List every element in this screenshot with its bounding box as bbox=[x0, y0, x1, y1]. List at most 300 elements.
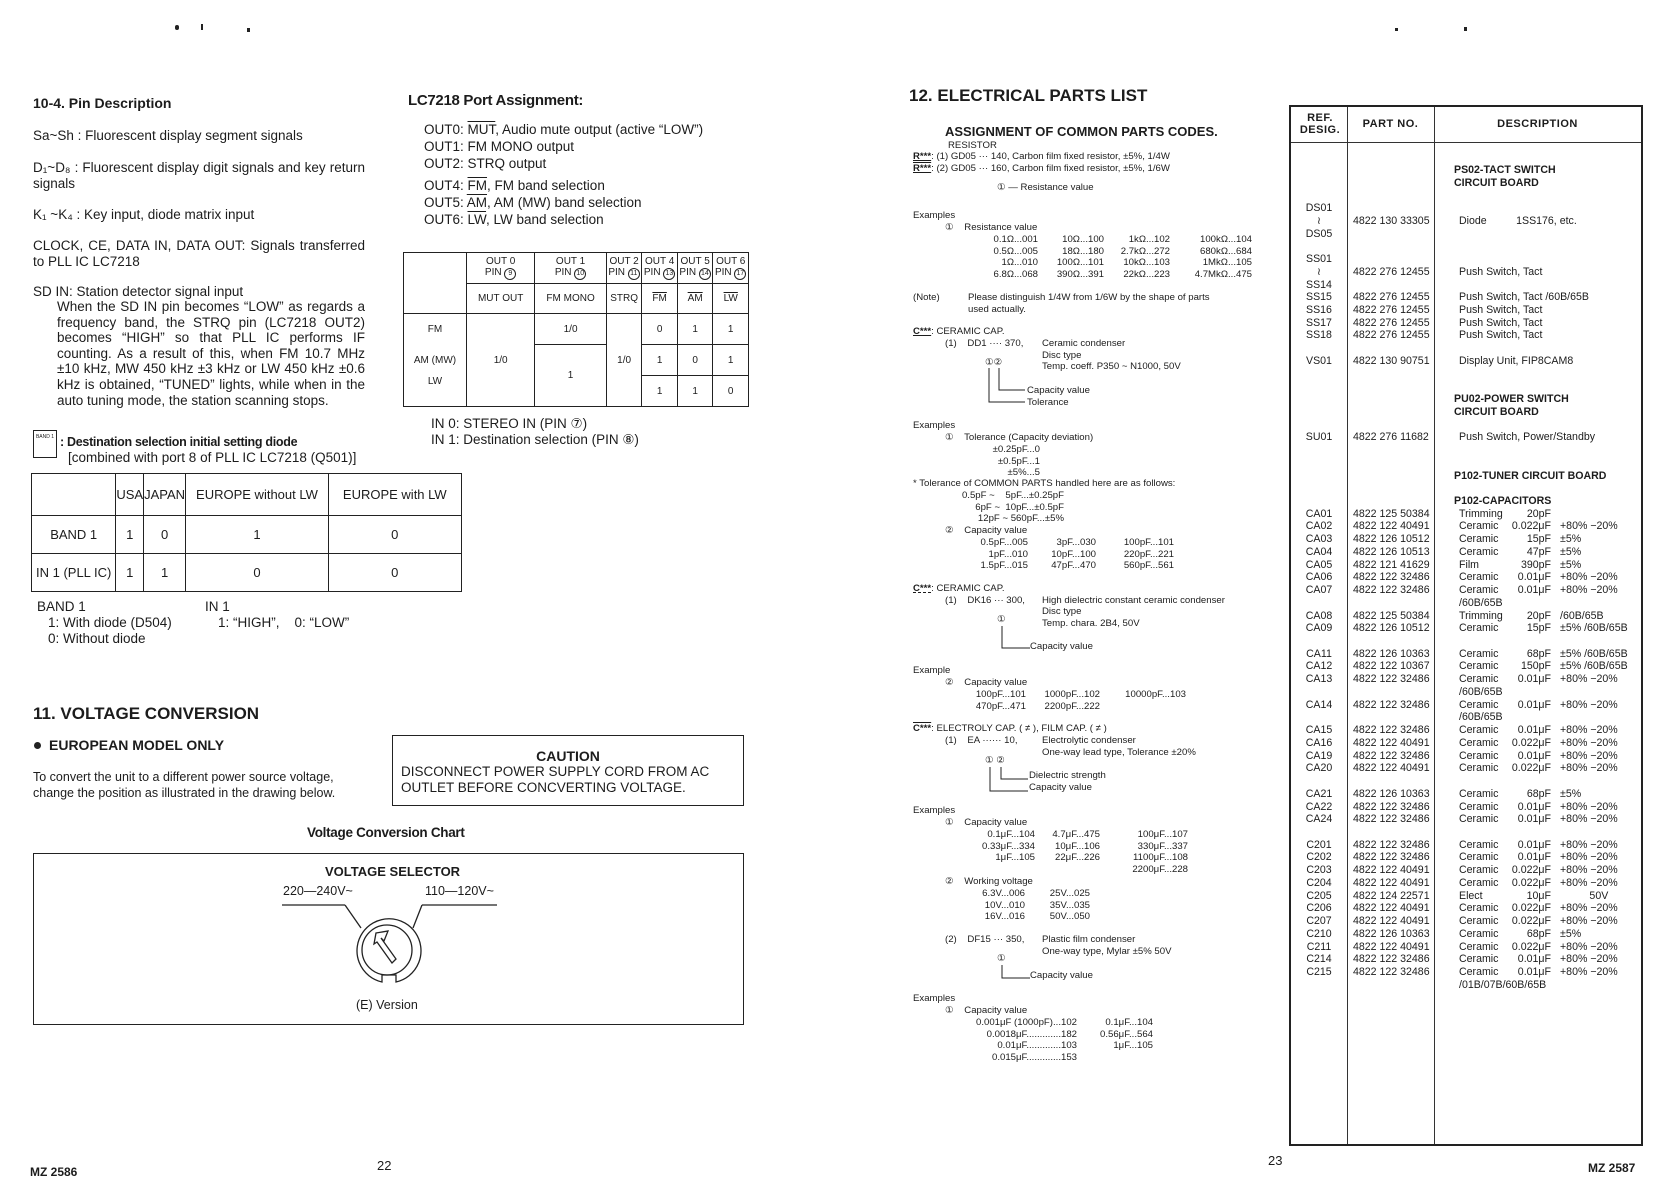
parts-row bbox=[1291, 660, 1641, 673]
ref-desig: CA05 bbox=[1305, 558, 1333, 571]
parts-row bbox=[1291, 966, 1641, 979]
ref-desig: DS05 bbox=[1305, 227, 1333, 240]
ref-desig: CA08 bbox=[1305, 609, 1333, 622]
code-value: 0.0018μF.............182 bbox=[986, 1028, 1077, 1040]
code-value: 0.33μF...334 bbox=[982, 840, 1035, 852]
part-description: Ceramic bbox=[1459, 940, 1499, 953]
part-number: 4822 126 10363 bbox=[1353, 647, 1430, 660]
note-text: Please distinguish 1/4W from 1/6W by the shape of parts bbox=[968, 292, 1210, 303]
part-number: 4822 276 12455 bbox=[1353, 329, 1430, 342]
part-description: Push Switch, Tact bbox=[1459, 304, 1543, 317]
scan-mark bbox=[175, 25, 179, 30]
part-description: Ceramic bbox=[1459, 915, 1499, 928]
column-header: USA bbox=[116, 474, 144, 516]
code-value: 10kΩ...103 bbox=[1123, 257, 1170, 268]
in0-note: IN 0: STEREO IN (PIN ⑦) bbox=[431, 416, 588, 431]
ceramic-code-line: (1) DD1 ···· 370, bbox=[945, 338, 1024, 349]
working-voltage-heading: ② Working voltage bbox=[945, 876, 1033, 887]
parts-row bbox=[1291, 890, 1641, 903]
ceramic-desc: Disc type bbox=[1042, 350, 1082, 361]
parts-row bbox=[1291, 801, 1641, 814]
part-description: /60B/65B bbox=[1459, 711, 1503, 724]
code-value: 0.5Ω...005 bbox=[993, 245, 1038, 257]
ceramic-cap-heading: C***: CERAMIC CAP. bbox=[913, 583, 1005, 594]
code-value: 100kΩ...104 bbox=[1200, 234, 1252, 245]
section-heading: P102-TUNER CIRCUIT BOARD bbox=[1454, 469, 1607, 482]
code-value: 12pF ~ 560pF...±5% bbox=[977, 513, 1064, 524]
ref-desig: ≀ bbox=[1317, 214, 1321, 227]
part-number: 4822 126 10512 bbox=[1353, 533, 1430, 546]
code-value: 47pF...470 bbox=[1051, 560, 1096, 571]
parts-row bbox=[1291, 584, 1641, 597]
part-description: Ceramic bbox=[1459, 673, 1499, 686]
cell: 1 bbox=[642, 345, 678, 376]
code-value: 0.5pF ~ 5pF...±0.25pF bbox=[961, 490, 1064, 501]
ref-desig: CA03 bbox=[1305, 533, 1333, 546]
tolerance-values bbox=[960, 444, 1040, 479]
examples-label: Example bbox=[913, 665, 951, 676]
cell: 1 bbox=[144, 554, 186, 592]
part-tolerance: +80% −20% bbox=[1560, 851, 1618, 864]
part-value: 0.022μF bbox=[1511, 940, 1551, 953]
ref-desig: CA16 bbox=[1305, 736, 1333, 749]
part-tolerance: +80% −20% bbox=[1560, 965, 1618, 978]
part-value: 0.01μF bbox=[1517, 724, 1551, 737]
code-value: 0.1Ω...001 bbox=[993, 234, 1038, 245]
scan-mark bbox=[201, 24, 203, 30]
band-label: FM bbox=[404, 314, 467, 345]
cell: 1 bbox=[116, 554, 144, 592]
bracket-lines bbox=[1000, 626, 1030, 650]
scan-mark bbox=[247, 28, 250, 32]
ceramic-cap-heading: C***: CERAMIC CAP. bbox=[913, 326, 1005, 337]
part-tolerance: +80% −20% bbox=[1560, 876, 1618, 889]
part-tolerance: 50V bbox=[1560, 889, 1609, 902]
code-value: 1kΩ...102 bbox=[1128, 234, 1170, 245]
parts-row bbox=[1291, 508, 1641, 521]
ref-desig: DS01 bbox=[1305, 202, 1333, 215]
ref-desig: CA04 bbox=[1305, 545, 1333, 558]
parts-list-title: 12. ELECTRICAL PARTS LIST bbox=[909, 86, 1148, 105]
band-label: AM (MW) bbox=[404, 345, 467, 376]
part-number: 4822 126 10513 bbox=[1353, 545, 1430, 558]
parts-row bbox=[1291, 979, 1641, 992]
description-header: DESCRIPTION bbox=[1497, 118, 1578, 130]
code-value: 0.015μF.............153 bbox=[992, 1051, 1077, 1063]
ref-desig: CA20 bbox=[1305, 762, 1333, 775]
parts-row bbox=[1291, 520, 1641, 533]
part-tolerance: ±5% /60B/65B bbox=[1560, 660, 1628, 673]
signal-header: FM MONO bbox=[535, 284, 607, 314]
cell: 0 bbox=[328, 554, 461, 592]
part-value: 0.01μF bbox=[1517, 965, 1551, 978]
section-heading-row bbox=[1291, 495, 1641, 508]
code-value: 1100μF...108 bbox=[1133, 852, 1188, 863]
code-value: 470pF...471 bbox=[975, 700, 1026, 712]
part-description: Ceramic bbox=[1459, 800, 1499, 813]
section-heading-row bbox=[1291, 164, 1641, 177]
ref-desig: CA15 bbox=[1305, 724, 1333, 737]
parts-row bbox=[1291, 317, 1641, 330]
parts-row bbox=[1291, 546, 1641, 559]
part-number: 4822 122 40491 bbox=[1353, 864, 1430, 877]
electrolytic-cap-heading: C***: ELECTROLY CAP. ( ≠ ), FILM CAP. ( ≠ ) bbox=[913, 723, 1107, 734]
part-number: 4822 276 12455 bbox=[1353, 316, 1430, 329]
examples-label: Examples bbox=[913, 420, 956, 431]
footer-model-right: MZ 2587 bbox=[1588, 1161, 1636, 1175]
part-tolerance: +80% −20% bbox=[1560, 698, 1618, 711]
part-value: 68pF bbox=[1526, 927, 1551, 940]
part-value: 0.01μF bbox=[1517, 851, 1551, 864]
code-value: 16V...016 bbox=[984, 911, 1025, 922]
bullet-icon bbox=[34, 742, 41, 749]
voltage-label-220: 220—240V~ bbox=[283, 884, 353, 898]
part-value: 390pF bbox=[1520, 558, 1551, 571]
part-description: Ceramic bbox=[1459, 622, 1499, 635]
part-value: 0.022μF bbox=[1511, 762, 1551, 775]
cell: 1 bbox=[713, 314, 749, 345]
capacity-value-label: Capacity value bbox=[1030, 970, 1093, 981]
footer-model-left: MZ 2586 bbox=[30, 1165, 78, 1179]
parts-row bbox=[1291, 622, 1641, 635]
part-description: Ceramic bbox=[1459, 851, 1499, 864]
parts-row bbox=[1291, 762, 1641, 775]
part-value: 0.01μF bbox=[1517, 584, 1551, 597]
dielectric-label: Dielectric strength bbox=[1029, 770, 1106, 781]
signal-header: MUT OUT bbox=[467, 284, 535, 314]
code-value: 0.001μF (1000pF)...102 bbox=[976, 1017, 1077, 1028]
part-description: Push Switch, Tact bbox=[1459, 265, 1543, 278]
capacity-values bbox=[960, 689, 1186, 712]
section-heading-row bbox=[1291, 406, 1641, 419]
part-number: 4822 125 50384 bbox=[1353, 609, 1430, 622]
part-description: Film bbox=[1459, 558, 1480, 571]
capacity-values bbox=[960, 537, 1174, 572]
code-value: 0.1μF...104 bbox=[1105, 1017, 1153, 1028]
ceramic-desc: Ceramic condenser bbox=[1042, 338, 1126, 349]
part-no-header: PART NO. bbox=[1362, 118, 1419, 130]
section-heading: CIRCUIT BOARD bbox=[1454, 405, 1539, 418]
code-value: 1μF...105 bbox=[1113, 1040, 1153, 1051]
parts-row bbox=[1291, 864, 1641, 877]
voltage-instructions: To convert the unit to a different power source voltage, change the position as illustrated in the drawing below. bbox=[33, 770, 336, 800]
port-line: OUT6: $\overline{LW}$, LW band selection bbox=[424, 212, 604, 227]
codes-title: ASSIGNMENT OF COMMON PARTS CODES. bbox=[945, 124, 1218, 139]
part-number: 4822 122 40491 bbox=[1353, 520, 1430, 533]
part-description: Ceramic bbox=[1459, 953, 1499, 966]
part-description: Ceramic bbox=[1459, 571, 1499, 584]
part-number: 4822 122 32486 bbox=[1353, 673, 1430, 686]
pin-item: K₁ ~K₄ : Key input, diode matrix input bbox=[33, 207, 255, 222]
part-number: 4822 126 10363 bbox=[1353, 787, 1430, 800]
band-note-title: BAND 1 bbox=[37, 599, 86, 614]
bracket-lines bbox=[1000, 965, 1030, 981]
cell: 1 bbox=[677, 376, 713, 407]
ref-desig: C207 bbox=[1306, 915, 1332, 928]
part-description: Trimming bbox=[1459, 507, 1503, 520]
field-markers: ① bbox=[997, 614, 1006, 625]
part-value: 0.022μF bbox=[1511, 902, 1551, 915]
ref-desig: C215 bbox=[1306, 965, 1332, 978]
part-value: 0.01μF bbox=[1517, 749, 1551, 762]
parts-row bbox=[1291, 457, 1641, 470]
parts-row bbox=[1291, 851, 1641, 864]
part-tolerance: +80% −20% bbox=[1560, 813, 1618, 826]
pin-item: Sa~Sh : Fluorescent display segment signals bbox=[33, 128, 303, 143]
part-description: Push Switch, Power/Standby bbox=[1459, 431, 1596, 444]
parts-row bbox=[1291, 329, 1641, 342]
destination-subtitle: [combined with port 8 of PLL IC LC7218 (Q501)] bbox=[68, 450, 357, 465]
port-line: OUT5: $\overline{AM}$, AM (MW) band selection bbox=[424, 195, 642, 210]
parts-row bbox=[1291, 775, 1641, 788]
code-value: 100pF...101 bbox=[1123, 537, 1174, 548]
code-value: 100μF...107 bbox=[1137, 829, 1188, 840]
part-number: 4822 122 32486 bbox=[1353, 838, 1430, 851]
band-note: 1: With diode (D504) bbox=[48, 615, 172, 630]
part-description: Ceramic bbox=[1459, 724, 1499, 737]
mono-other-value: 1 bbox=[535, 345, 607, 407]
ceramic-desc: Disc type bbox=[1042, 606, 1082, 617]
band-label: LW bbox=[404, 376, 467, 407]
ref-desig: ≀ bbox=[1317, 265, 1321, 278]
ref-desig: C203 bbox=[1306, 864, 1332, 877]
part-tolerance: +80% −20% bbox=[1560, 762, 1618, 775]
code-value bbox=[960, 864, 1035, 876]
part-description: Ceramic bbox=[1459, 584, 1499, 597]
examples-label: Examples bbox=[913, 993, 956, 1004]
film-desc: One-way type, Mylar ±5% 50V bbox=[1042, 946, 1172, 957]
part-number: 4822 130 90751 bbox=[1353, 354, 1430, 367]
pin-item: D₁~D₈ : Fluorescent display digit signals and key return signals bbox=[33, 160, 365, 191]
ceramic-code-line: (1) DK16 ··· 300, bbox=[945, 595, 1025, 606]
page-number-right: 23 bbox=[1268, 1153, 1283, 1168]
port-line: OUT0: $\overline{MUT}$, Audio mute output (active “LOW”) bbox=[424, 122, 704, 137]
note-label: (Note) bbox=[913, 292, 940, 303]
code-value bbox=[1035, 864, 1100, 876]
parts-row bbox=[1291, 610, 1641, 623]
part-number: 4822 126 10363 bbox=[1353, 927, 1430, 940]
destination-table bbox=[31, 473, 462, 592]
parts-row bbox=[1291, 902, 1641, 915]
cell: 0 bbox=[677, 345, 713, 376]
resistor-legend: ① — Resistance value bbox=[997, 182, 1094, 193]
part-tolerance: ±5% bbox=[1560, 545, 1582, 558]
parts-row bbox=[1291, 253, 1641, 266]
part-description: Ceramic bbox=[1459, 965, 1499, 978]
section-heading-row bbox=[1291, 470, 1641, 483]
part-tolerance: ±5% /60B/65B bbox=[1560, 622, 1628, 635]
cell: 1 bbox=[186, 516, 329, 554]
parts-row bbox=[1291, 571, 1641, 584]
part-number: 4822 122 32486 bbox=[1353, 965, 1430, 978]
part-tolerance: +80% −20% bbox=[1560, 838, 1618, 851]
european-model-label: EUROPEAN MODEL ONLY bbox=[49, 737, 225, 753]
tolerance-label: Tolerance bbox=[1027, 397, 1069, 408]
part-value: 10μF bbox=[1526, 889, 1551, 902]
code-value: 390Ω...391 bbox=[1056, 268, 1104, 280]
part-description: Elect bbox=[1459, 889, 1483, 902]
part-value: 0.022μF bbox=[1511, 864, 1551, 877]
bracket-lines bbox=[988, 767, 1028, 793]
part-tolerance: +80% −20% bbox=[1560, 520, 1618, 533]
part-number: 4822 276 12455 bbox=[1353, 291, 1430, 304]
capacity-values bbox=[960, 1017, 1153, 1063]
part-tolerance: +80% −20% bbox=[1560, 736, 1618, 749]
code-value: 10000pF...103 bbox=[1125, 689, 1186, 700]
parts-row bbox=[1291, 266, 1641, 279]
part-tolerance: /60B/65B bbox=[1560, 609, 1604, 622]
voltage-label-110: 110—120V~ bbox=[425, 884, 494, 898]
part-value: 15pF bbox=[1526, 622, 1551, 635]
ref-desig: CA09 bbox=[1305, 622, 1333, 635]
code-value: 0.01μF.............103 bbox=[997, 1040, 1077, 1051]
code-value: 10Ω...100 bbox=[1062, 234, 1104, 245]
ref-desig: C205 bbox=[1306, 889, 1332, 902]
ref-desig: SS15 bbox=[1306, 291, 1332, 304]
section-heading: PS02-TACT SWITCH bbox=[1454, 164, 1556, 176]
resistor-code: R*** bbox=[913, 151, 932, 162]
parts-row bbox=[1291, 737, 1641, 750]
part-number: 4822 122 32486 bbox=[1353, 749, 1430, 762]
resistance-values bbox=[960, 234, 1252, 280]
parts-row bbox=[1291, 699, 1641, 712]
code-value: 35V...035 bbox=[1049, 899, 1090, 911]
code-value: 6.3V...006 bbox=[982, 888, 1025, 899]
pin-header: OUT 6 PIN 17 bbox=[713, 253, 749, 284]
pin-item: CLOCK, CE, DATA IN, DATA OUT: Signals transferred to PLL IC LC7218 bbox=[33, 238, 365, 269]
code-value: 4.7μF...475 bbox=[1052, 829, 1100, 840]
parts-row bbox=[1291, 648, 1641, 661]
caution-title: CAUTION bbox=[536, 748, 600, 764]
tolerance-note: * Tolerance of COMMON PARTS handled here are as follows: bbox=[913, 478, 1176, 489]
voltage-values bbox=[960, 888, 1090, 923]
code-value: 100pF...101 bbox=[975, 689, 1026, 700]
code-value: 1pF...010 bbox=[988, 548, 1028, 560]
ref-desig: C214 bbox=[1306, 953, 1332, 966]
part-number: 4822 122 32486 bbox=[1353, 571, 1430, 584]
code-value: 0.56μF...564 bbox=[1100, 1028, 1153, 1040]
tolerance-note-values bbox=[960, 490, 1064, 525]
ref-desig: C206 bbox=[1306, 902, 1332, 915]
pin-header: OUT 4 PIN 13 bbox=[642, 253, 678, 284]
voltage-conversion-title: 11. VOLTAGE CONVERSION bbox=[33, 704, 260, 723]
code-value: 3pF...030 bbox=[1056, 537, 1096, 548]
part-value: 0.01μF bbox=[1517, 571, 1551, 584]
column-header: EUROPE with LW bbox=[328, 474, 461, 516]
ref-desig: CA19 bbox=[1305, 749, 1333, 762]
ref-desig: CA21 bbox=[1305, 787, 1333, 800]
part-tolerance: +80% −20% bbox=[1560, 571, 1618, 584]
part-tolerance: ±5% bbox=[1560, 533, 1582, 546]
code-value: 6.8Ω...068 bbox=[993, 268, 1038, 280]
code-value bbox=[1100, 701, 1186, 713]
film-code-line: (2) DF15 ··· 350, bbox=[945, 934, 1025, 945]
pin-header: OUT 2 PIN 11 bbox=[606, 253, 642, 284]
part-value: 68pF bbox=[1526, 787, 1551, 800]
parts-row bbox=[1291, 686, 1641, 699]
part-description: Push Switch, Tact bbox=[1459, 316, 1543, 329]
ref-desig: CA01 bbox=[1305, 507, 1333, 520]
parts-row bbox=[1291, 788, 1641, 801]
parts-row bbox=[1291, 240, 1641, 253]
caution-text: DISCONNECT POWER SUPPLY CORD FROM AC OUTLET BEFORE CONCVERTING VOLTAGE. bbox=[401, 764, 710, 795]
destination-title: : Destination selection initial setting diode bbox=[60, 435, 298, 449]
part-number: 4822 122 10367 bbox=[1353, 660, 1430, 673]
part-description: Ceramic bbox=[1459, 698, 1499, 711]
port-line: OUT4: $\overline{FM}$, FM band selection bbox=[424, 178, 605, 193]
parts-row bbox=[1291, 444, 1641, 457]
part-value: 0.022μF bbox=[1511, 736, 1551, 749]
port-line: OUT1: FM MONO output bbox=[424, 139, 575, 154]
code-value: 22kΩ...223 bbox=[1123, 268, 1170, 280]
ref-desig: C201 bbox=[1306, 838, 1332, 851]
part-description: Ceramic bbox=[1459, 927, 1499, 940]
part-number: 4822 276 11682 bbox=[1353, 431, 1429, 444]
ref-desig: CA13 bbox=[1305, 673, 1333, 686]
part-number: 4822 121 41629 bbox=[1353, 558, 1430, 571]
section-heading: CIRCUIT BOARD bbox=[1454, 176, 1539, 189]
part-description: /60B/65B bbox=[1459, 685, 1503, 698]
part-number: 4822 125 50384 bbox=[1353, 507, 1430, 520]
part-number: 4822 122 32486 bbox=[1353, 800, 1430, 813]
code-value: 1.5pF...015 bbox=[980, 560, 1028, 571]
pin-header: OUT 5 PIN 14 bbox=[677, 253, 713, 284]
parts-row bbox=[1291, 724, 1641, 737]
resistor-line-1: R***: (1) GD05 ··· 140, Carbon film fixed resistor, ±5%, 1/4W bbox=[913, 151, 1170, 162]
code-value: 25V...025 bbox=[1049, 888, 1090, 899]
cell: 1 bbox=[677, 314, 713, 345]
parts-row bbox=[1291, 839, 1641, 852]
parts-row bbox=[1291, 877, 1641, 890]
section-heading-row bbox=[1291, 177, 1641, 190]
parts-row bbox=[1291, 711, 1641, 724]
part-number: 4822 122 40491 bbox=[1353, 736, 1430, 749]
parts-row bbox=[1291, 941, 1641, 954]
empty-cell bbox=[404, 253, 467, 314]
mono-fm-value: 1/0 bbox=[535, 314, 607, 345]
ref-desig: CA06 bbox=[1305, 571, 1333, 584]
parts-row bbox=[1291, 826, 1641, 839]
code-value: 6pF ~ 10pF...±0.5pF bbox=[975, 501, 1064, 513]
ref-desig: VS01 bbox=[1306, 354, 1332, 367]
ceramic-desc: High dielectric constant ceramic condenser bbox=[1042, 595, 1225, 606]
part-description: Diode 1SS176, etc. bbox=[1459, 214, 1577, 227]
code-value: 220pF...221 bbox=[1123, 548, 1174, 560]
header-divider bbox=[1291, 142, 1641, 143]
scan-mark bbox=[1395, 28, 1398, 31]
part-number: 4822 122 32486 bbox=[1353, 953, 1430, 966]
capacity-heading: ① Capacity value bbox=[945, 817, 1028, 828]
part-number: 4822 276 12455 bbox=[1353, 265, 1430, 278]
part-number: 4822 130 33305 bbox=[1353, 214, 1430, 227]
part-number: 4822 122 40491 bbox=[1353, 915, 1430, 928]
code-value: 1000pF...102 bbox=[1044, 689, 1100, 700]
part-number: 4822 122 32486 bbox=[1353, 698, 1430, 711]
band-note: 0: Without diode bbox=[48, 631, 146, 646]
page-number-left: 22 bbox=[377, 1158, 392, 1173]
parts-row bbox=[1291, 635, 1641, 648]
part-number: 4822 122 40491 bbox=[1353, 876, 1430, 889]
cell: 0 bbox=[713, 376, 749, 407]
band-diode-icon: BAND 1 bbox=[33, 430, 57, 458]
parts-row bbox=[1291, 368, 1641, 381]
part-description: Ceramic bbox=[1459, 864, 1499, 877]
column-header: EUROPE without LW bbox=[186, 474, 329, 516]
part-tolerance: ±5% /60B/65B bbox=[1560, 647, 1628, 660]
ref-desig: CA02 bbox=[1305, 520, 1333, 533]
parts-row bbox=[1291, 559, 1641, 572]
field-markers: ① bbox=[997, 953, 1006, 964]
